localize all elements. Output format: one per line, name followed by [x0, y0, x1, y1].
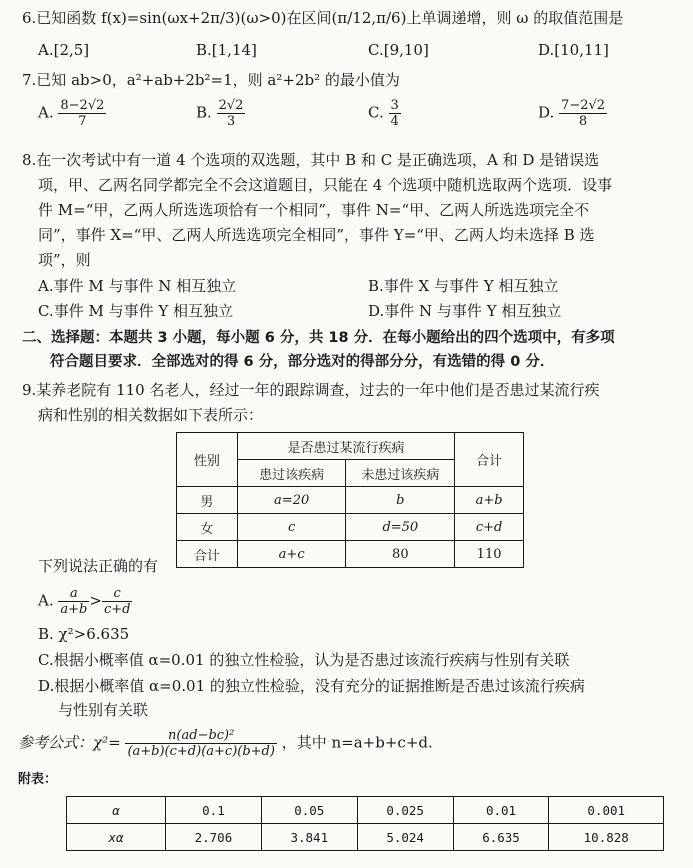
q8-option-a: A.事件 M 与事件 N 相互独立 — [38, 277, 237, 295]
q9-option-d: D.根据小概率值 α=0.01 的独立性检验，没有充分的证据推断是否患过该流行疾病 — [38, 677, 585, 695]
section-2-heading: 二、选择题：本题共 3 小题，每小题 6 分，共 18 分．在每小题给出的四个选项中，有多项 — [22, 330, 615, 346]
header-had-disease: 患过该疾病 — [237, 460, 346, 487]
table-cell: d=50 — [346, 514, 455, 541]
critical-value-table — [66, 796, 664, 851]
q8-option-d: D.事件 N 与事件 Y 相互独立 — [368, 302, 562, 320]
header-total: 合计 — [455, 433, 524, 487]
table-cell: 0.025 — [357, 797, 453, 824]
q7-option-b: B. $\frac{2√2}{3}$ — [196, 98, 244, 129]
q6-option-c: C.[9,10] — [368, 41, 429, 59]
header-disease-group: 是否患过某流行疾病 — [237, 433, 454, 460]
q8-option-b: B.事件 X 与事件 Y 相互独立 — [368, 277, 559, 295]
table-cell: 3.841 — [261, 824, 357, 851]
table-cell: 女 — [177, 514, 238, 541]
q7-option-d: D. $\frac{7-2√2}{8}$ — [538, 98, 606, 129]
table-cell: xα — [67, 824, 166, 851]
header-gender: 性别 — [177, 433, 238, 487]
q7-stem: 7.已知 ab>0，a²+ab+2b²=1，则 a²+2b² 的最小值为 — [22, 71, 400, 89]
q9-prompt: 下列说法正确的有 — [38, 557, 159, 575]
table-row — [177, 541, 524, 568]
table-cell: 6.635 — [453, 824, 549, 851]
table-row — [67, 797, 664, 824]
q6-option-b: B.[1,14] — [196, 41, 257, 59]
q6-option-d: D.[10,11] — [538, 41, 609, 59]
q9-option-b: B. χ²>6.635 — [38, 625, 130, 643]
q8-line-2: 项，甲、乙两名同学都完全不会这道题目，只能在 4 个选项中随机选取两个选项．设事 — [38, 176, 613, 194]
q8-option-c: C.事件 M 与事件 Y 相互独立 — [38, 302, 234, 320]
table-cell: a+b — [455, 487, 524, 514]
table-cell: a+c — [237, 541, 346, 568]
table-cell: 80 — [346, 541, 455, 568]
table-cell: 男 — [177, 487, 238, 514]
table-cell: c — [237, 514, 346, 541]
table-cell: 0.1 — [166, 797, 262, 824]
table-cell: 2.706 — [166, 824, 262, 851]
q8-line-5: 项”，则 — [38, 251, 91, 269]
q8-line-3: 件 M=“甲，乙两人所选选项恰有一个相同”，事件 N=“甲、乙两人所选选项完全不 — [38, 201, 590, 219]
table-cell: b — [346, 487, 455, 514]
q9-option-d-cont: 与性别有关联 — [58, 701, 149, 719]
q9-option-c: C.根据小概率值 α=0.01 的独立性检验，认为是否患过该流行疾病与性别有关联 — [38, 651, 570, 669]
table-cell: 0.01 — [453, 797, 549, 824]
q6-option-a: A.[2,5] — [38, 41, 90, 59]
q7-option-a: A. $\frac{8-2√2}{7}$ — [38, 98, 105, 129]
table-cell: α — [67, 797, 166, 824]
q8-line-4: 同”，事件 X=“甲、乙两人所选选项完全相同”，事件 Y=“甲、乙两人均未选择 B 选 — [38, 226, 595, 244]
table-cell: 10.828 — [549, 824, 664, 851]
section-2-instructions: 符合题目要求．全部选对的得 6 分，部分选对的得部分分，有选错的得 0 分． — [50, 354, 555, 370]
table-row — [67, 824, 664, 851]
table-cell: 5.024 — [357, 824, 453, 851]
q9-line-1: 9.某养老院有 110 名老人，经过一年的跟踪调查，过去的一年中他们是否患过某流行疾 — [22, 381, 600, 399]
reference-formula: 参考公式：χ²= $\frac{\text{n(ad−bc)²}}{(a+b)(c+d)(a+c)(b+d)}$ ，其中 n=a+b+c+d. — [18, 728, 433, 759]
q7-option-c: C. $\frac{3}{4}$ — [368, 98, 399, 129]
table-cell: a=20 — [237, 487, 346, 514]
table-cell: 110 — [455, 541, 524, 568]
q8-line-1: 8.在一次考试中有一道 4 个选项的双选题，其中 B 和 C 是正确选项，A 和 D 是错误选 — [22, 151, 600, 169]
q9-line-2: 病和性别的相关数据如下表所示： — [38, 406, 264, 424]
table-row — [177, 514, 524, 541]
q6-stem: 6.已知函数 f(x)=sin(ωx+2π/3)(ω>0)在区间(π/12,π/6)上单调递增，则 ω 的取值范围是 — [22, 9, 624, 27]
table-cell: 合计 — [177, 541, 238, 568]
table-row — [177, 487, 524, 514]
appendix-label: 附表： — [18, 772, 58, 787]
table-cell: 0.001 — [549, 797, 664, 824]
header-no-disease: 未患过该疾病 — [346, 460, 455, 487]
table-cell: c+d — [455, 514, 524, 541]
contingency-table — [176, 432, 524, 568]
table-cell: 0.05 — [261, 797, 357, 824]
q9-option-a: A. $\frac{a}{a+b}$ > $\frac{c}{c+d}$ — [38, 586, 131, 617]
